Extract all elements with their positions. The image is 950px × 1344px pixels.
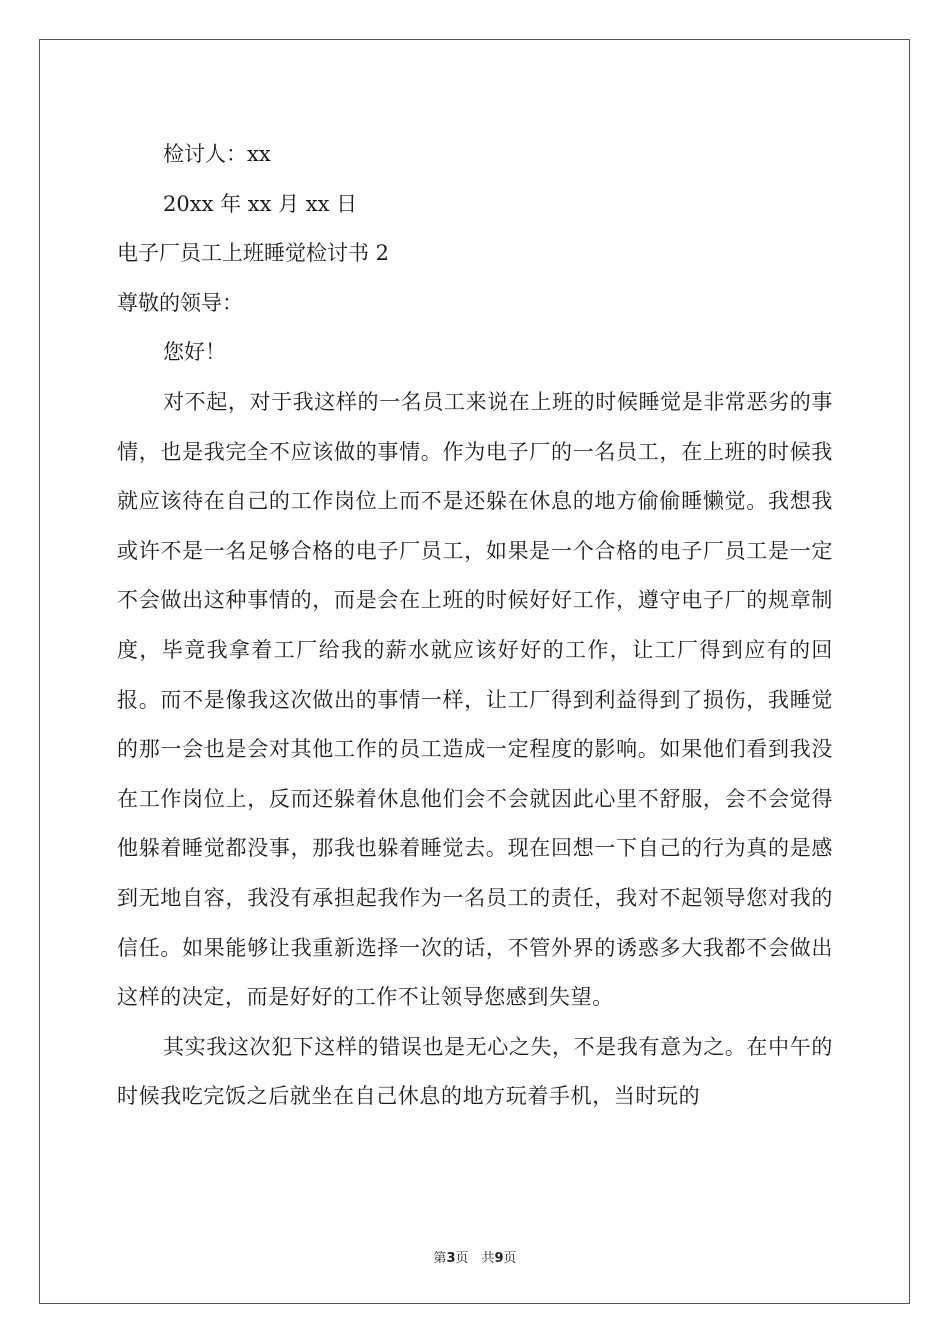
page-footer <box>0 1247 950 1266</box>
date-line: 20xx 年 xx 月 xx 日 <box>163 191 358 216</box>
footer-suffix: 页 <box>503 1251 517 1266</box>
greeting: 您好！ <box>163 340 226 365</box>
document-body <box>117 130 833 1122</box>
document-title: 电子厂员工上班睡觉检讨书 2 <box>117 241 390 266</box>
current-page-number: 3 <box>446 1251 456 1266</box>
salutation: 尊敬的领导： <box>117 290 243 315</box>
footer-middle: 页 共 <box>455 1251 495 1266</box>
paragraph-1: 对不起，对于我这样的一名员工来说在上班的时候睡觉是非常恶劣的事情，也是我完全不应该做的事情。作为电子厂的一名员工，在上班的时候我就应该待在自己的工作岗位上而不是还躲在休息的地方偷偷睡懒觉。我想我或许不是一名足够合格的电子厂员工，如果是一个合格的电子厂员工是一定不会做出这种事情的，而是会在上班的时候好好工作，遵守电子厂的规章制度，毕竟我拿着工厂给我的薪水就应该好好的工作，让工厂得到应有的回报。而不是像我这次做出的事情一样，让工厂得到利益得到了损伤，我睡觉的那一会也是会对其他工作的员工造成一定程度的影响。如果他们看到我没在工作岗位上，反而还躲着休息他们会不会就因此心里不舒服，会不会觉得他躲着睡觉都没事，那我也躲着睡觉去。现在回想一下自己的行为真的是感到无地自容，我没有承担起我作为一名员工的责任，我对不起领导您对我的信任。如果能够让我重新选择一次的话，不管外界的诱惑多大我都不会做出这样的决定，而是好好的工作不让领导您感到失望。 <box>117 389 833 1010</box>
paragraph-2: 其实我这次犯下这样的错误也是无心之失，不是我有意为之。在中午的时候我吃完饭之后就坐在自己休息的地方玩着手机，当时玩的 <box>117 1034 833 1109</box>
reviewer-line: 检讨人：xx <box>163 142 271 166</box>
total-pages-number: 9 <box>494 1251 504 1266</box>
footer-prefix: 第 <box>433 1251 447 1266</box>
